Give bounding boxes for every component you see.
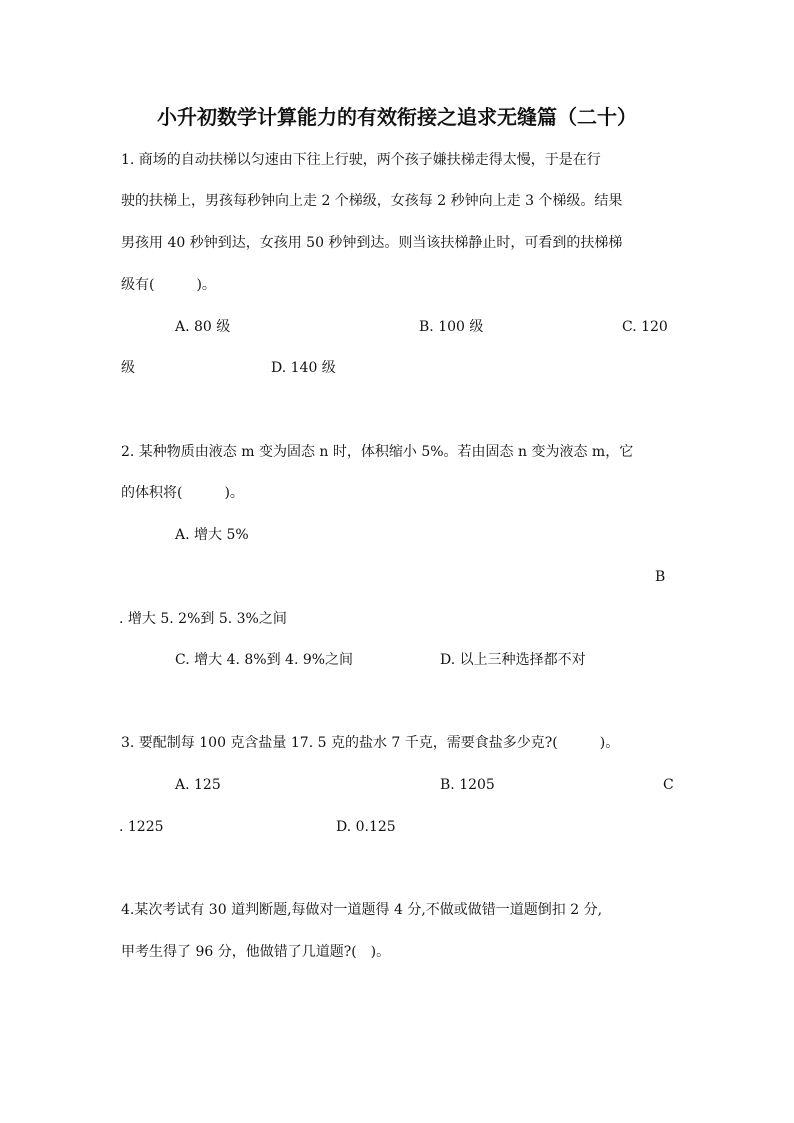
q2-text-line-1: 2. 某种物质由液态 m 变为固态 n 时，体积缩小 5%。若由固态 n 变为液态 m，它 [121, 444, 634, 460]
q2-option-a: A. 增大 5% [175, 527, 249, 543]
q1-option-d: D. 140 级 [271, 360, 336, 376]
q1-option-a: A. 80 级 [175, 319, 231, 335]
q4-text-line-2: 甲考生得了 96 分，他做错了几道题?( )。 [121, 944, 391, 960]
page-title: 小升初数学计算能力的有效衔接之追求无缝篇（二十） [157, 105, 637, 129]
q1-option-b: B. 100 级 [419, 319, 484, 335]
q2-text-line-2: 的体积将( )。 [121, 485, 244, 501]
q3-option-c-letter: C [663, 777, 674, 793]
q3-option-b: B. 1205 [440, 777, 495, 793]
q1-text-line-4: 级有( )。 [121, 277, 216, 293]
q2-option-c: C. 增大 4. 8%到 4. 9%之间 [175, 652, 354, 668]
q3-text-line-1: 3. 要配制每 100 克含盐量 17. 5 克的盐水 7 千克，需要食盐多少克?( )。 [121, 735, 620, 751]
q1-option-c: C. 120 [622, 319, 668, 335]
q1-option-c-continued: 级 [121, 360, 135, 376]
q2-option-b-text: . 增大 5. 2%到 5. 3%之间 [119, 611, 287, 627]
q1-text-line-3: 男孩用 40 秒钟到达，女孩用 50 秒钟到达。则当该扶梯静止时，可看到的扶梯梯 [121, 235, 623, 251]
q3-option-d: D. 0.125 [336, 819, 396, 835]
q3-option-c-text: . 1225 [119, 819, 164, 835]
q2-option-d: D. 以上三种选择都不对 [440, 652, 586, 668]
q1-text-line-2: 驶的扶梯上，男孩每秒钟向上走 2 个梯级，女孩每 2 秒钟向上走 3 个梯级。结果 [121, 193, 623, 209]
q1-text-line-1: 1. 商场的自动扶梯以匀速由下往上行驶，两个孩子嫌扶梯走得太慢，于是在行 [121, 152, 601, 168]
q3-option-a: A. 125 [175, 777, 221, 793]
q2-option-b-letter: B [655, 569, 666, 585]
q4-text-line-1: 4.某次考试有 30 道判断题,每做对一道题得 4 分,不做或做错一道题倒扣 2 分, [121, 902, 603, 918]
